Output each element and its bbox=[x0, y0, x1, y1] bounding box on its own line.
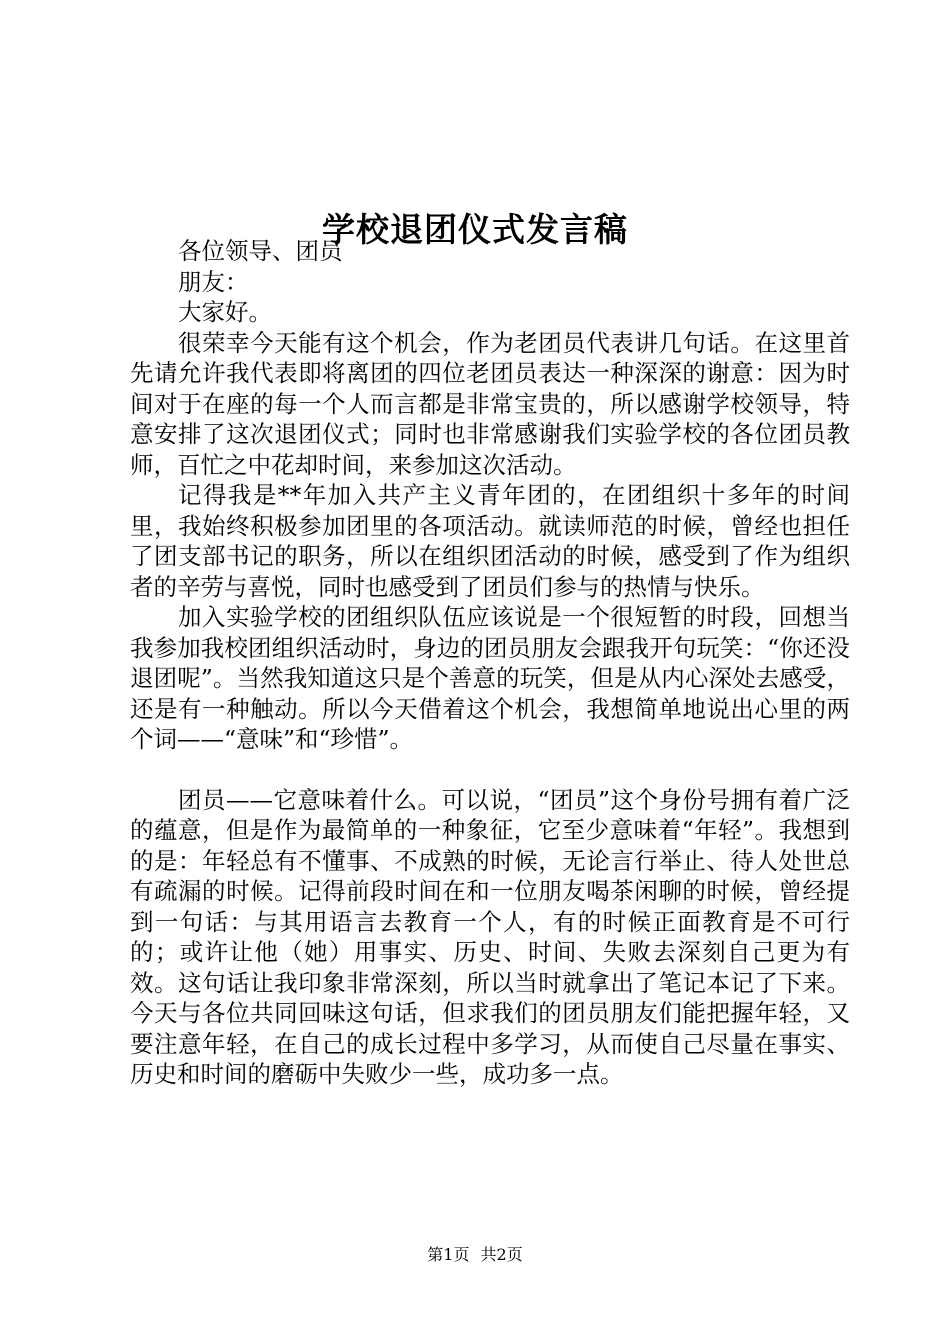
page-title: 学校退团仪式发言稿 bbox=[322, 210, 628, 250]
page-number: 第1页 bbox=[427, 1245, 470, 1264]
paragraph-meaning: 团员——它意味着什么。可以说，“团员”这个身份号拥有着广泛的蕴意，但是作为最简单的一种象征，它至少意味着“年轻”。我想到的是：年轻总有不懂事、不成熟的时候，无论言行举止、待人处世总有疏漏的时候。记得前段时间在和一位朋友喝茶闲聊的时候，曾经提到一句话：与其用语言去教育一个人，有的时候正面教育是不可行的；或许让他（她）用事实、历史、时间、失败去深刻自己更为有效。这句话让我印象非常深刻，所以当时就拿出了笔记本记了下来。今天与各位共同回味这句话，但求我们的团员朋友们能把握年轻，又要注意年轻，在自己的成长过程中多学习，从而使自己尽量在事实、历史和时间的磨砺中失败少一些，成功多一点。 bbox=[130, 785, 850, 1088]
page-total: 共2页 bbox=[480, 1245, 523, 1264]
salutation-line-2: 朋友： bbox=[178, 267, 249, 296]
paragraph-history: 记得我是**年加入共产主义青年团的，在团组织十多年的时间里，我始终积极参加团里的各项活动。就读师范的时候，曾经也担任了团支部书记的职务，所以在组织团活动的时候，感受到了作为组织者的辛劳与喜悦，同时也感受到了团员们参与的热情与快乐。 bbox=[130, 481, 850, 601]
salutation-line-1: 各位领导、团员 bbox=[178, 237, 343, 265]
document-body bbox=[130, 236, 850, 1090]
paragraph-thanks: 很荣幸今天能有这个机会，作为老团员代表讲几句话。在这里首先请允许我代表即将离团的四位老团员表达一种深深的谢意：因为时间对于在座的每一个人而言都是非常宝贵的，所以感谢学校领导，特意安排了这次退团仪式；同时也非常感谢我们实验学校的各位团员教师，百忙之中花却时间，来参加这次活动。 bbox=[130, 328, 850, 479]
page-footer bbox=[0, 1244, 950, 1266]
greeting: 大家好。 bbox=[178, 298, 272, 326]
paragraph-experience: 加入实验学校的团组织队伍应该说是一个很短暂的时段，回想当我参加我校团组织活动时，身边的团员朋友会跟我开句玩笑：“你还没退团呢”。当然我知道这只是个善意的玩笑，但是从内心深处去感受，还是有一种触动。所以今天借着这个机会，我想简单地说出心里的两个词——“意味”和“珍惜”。 bbox=[130, 603, 850, 753]
